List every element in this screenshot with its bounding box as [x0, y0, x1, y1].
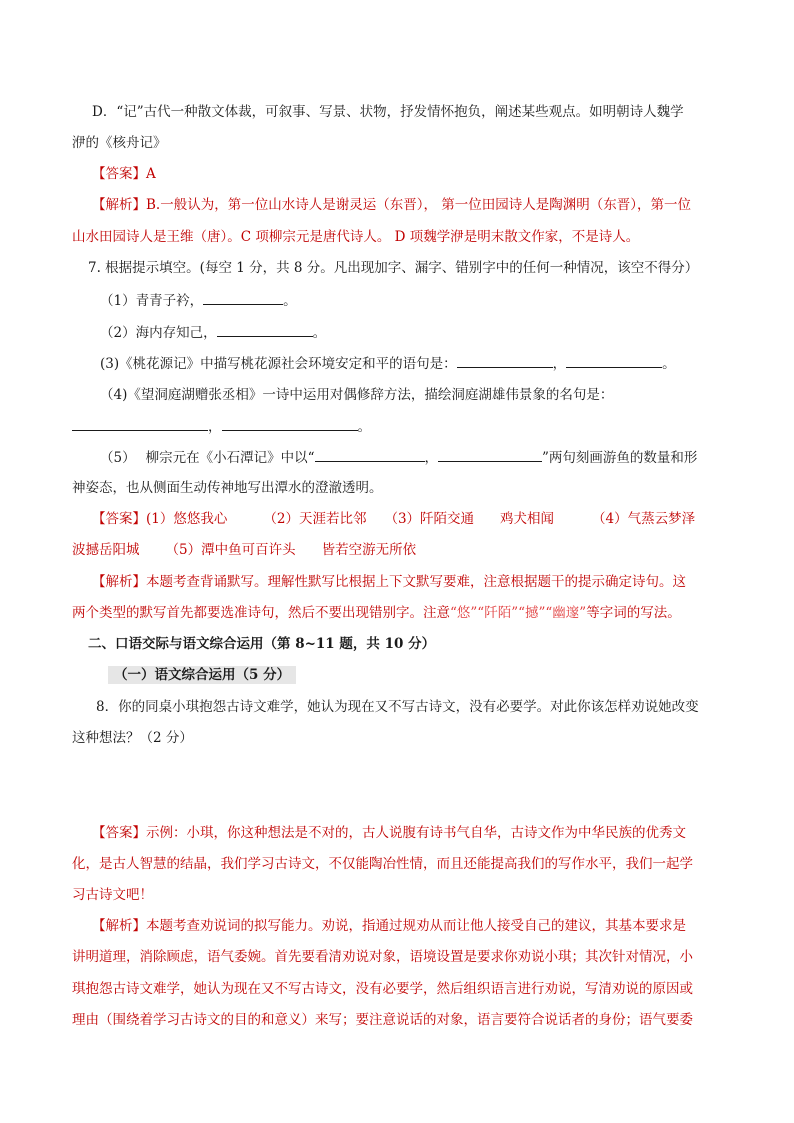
q8-explanation-line4: 理由（围绕着学习古诗文的目的和意义）来写；要注意说话的对象，语言要符合说话者的身份；语气要委: [72, 1012, 693, 1028]
fill-blank[interactable]: [315, 447, 425, 462]
q8-prompt-line1: 8．你的同桌小琪抱怨古诗文难学，她认为现在又不写古诗文，没有必要学。对此你该怎样劝说她改变: [96, 699, 699, 715]
punct: 。: [312, 325, 327, 341]
section-heading: 二、口语交际与语文综合运用（第 8~11 题，共 10 分）: [88, 636, 436, 652]
q7-item3-text: (3)《桃花源记》中描写桃花源社会环境安定和平的语句是：: [100, 356, 457, 372]
q7-prompt: 7. 根据提示填空。(每空 1 分，共 8 分。凡出现加字、漏字、错别字中的任何一种情况，该空不得分）: [88, 260, 699, 276]
answer-3: （3）阡陌交通: [384, 511, 475, 527]
q8-explanation-line1: [92, 916, 724, 936]
answer-1: (1）悠悠我心: [146, 511, 228, 527]
explanation-text: 本题考查劝说词的拟写能力。劝说，指通过规劝从而让他人接受自己的建议，其基本要求是: [146, 918, 686, 934]
explanation-text: 本题考查背诵默写。理解性默写比根据上下文默写要难，注意根据题干的提示确定诗句。这: [146, 574, 686, 590]
option-d-line1: D．“记”古代一种散文体裁，可叙事、写景、状物，抒发情怀抱负，阐述某些观点。如明朝诗人魏学: [92, 104, 684, 120]
punct: ，: [208, 419, 222, 435]
q7-item5-num: （5）: [100, 450, 136, 466]
fill-blank[interactable]: [438, 447, 542, 462]
q8-explanation-line2: 讲明道理，消除顾虑，语气委婉。首先要看清劝说对象，语境设置是要求你劝说小琪；其次针对情况，小: [72, 949, 693, 965]
q6-explanation-line1: [92, 195, 724, 215]
explanation-tag: 【解析】: [92, 918, 146, 934]
explanation-text: 两个类型的默写首先都要选准诗句，然后不要出现错别字。注意: [72, 605, 450, 621]
q7-explanation-line1: [92, 572, 724, 592]
q7-item1-text: （1）青青子衿，: [100, 293, 204, 309]
answer-tag: 【答案】: [92, 511, 146, 527]
q7-item3: [100, 353, 724, 374]
fill-blank[interactable]: [566, 353, 662, 368]
q7-item2-text: （2）海内存知己，: [100, 325, 217, 341]
fill-blank[interactable]: [217, 322, 313, 337]
answer-text: 示例：小琪，你这种想法是不对的，古人说腹有诗书气自华，古诗文作为中华民族的优秀文: [146, 825, 686, 841]
punct: ，: [424, 450, 438, 466]
sub-heading: （一）语文综合运用（5 分）: [108, 666, 296, 684]
q7-item4: （4)《望洞庭湖赠张丞相》一诗中运用对偶修辞方法，描绘洞庭湖雄伟景象的名句是：: [100, 387, 614, 403]
fill-blank[interactable]: [203, 290, 283, 305]
explanation-tag: 【解析】: [92, 574, 146, 590]
q7-answer-line2: [72, 540, 724, 560]
answer-5b: 皆若空游无所依: [321, 542, 417, 558]
q6-explanation-line2: 山水田园诗人是王维（唐）。C 项柳宗元是唐代诗人。 D 项魏学洢是明末散文作家，不是诗人。: [72, 229, 640, 245]
q7-item5-line2: 神姿态，也从侧面生动传神地写出潭水的澄澈透明。: [72, 480, 383, 496]
q8-prompt-line2: 这种想法？（2 分）: [72, 730, 193, 746]
q7-explanation-line2: [72, 603, 724, 623]
q8-answer-line1: [92, 823, 724, 843]
q7-item1: [100, 290, 724, 311]
q7-item5-text: 柳宗元在《小石潭记》中以“: [145, 450, 315, 466]
answer-text: A: [146, 166, 156, 182]
explanation-text: 等字词的写法。: [586, 605, 681, 621]
punct: ，: [552, 356, 567, 372]
highlighted-words: “悠”“阡陌”“撼”“幽邃”: [450, 605, 587, 621]
answer-4: （4）气蒸云梦泽: [592, 511, 696, 527]
fill-blank[interactable]: [457, 353, 553, 368]
q8-answer-line2: 化，是古人智慧的结晶，我们学习古诗文，不仅能陶冶性情，而且还能提高我们的写作水平，我们一起学: [72, 856, 693, 872]
punct: 。: [357, 419, 371, 435]
punct: 。: [283, 293, 297, 309]
q7-answer-line1: [92, 509, 724, 529]
explanation-text: B.一般认为，第一位山水诗人是谢灵运（东晋）， 第一位田园诗人是陶渊明（东晋），第一位: [146, 197, 692, 213]
fill-blank[interactable]: [222, 416, 358, 431]
q7-item2: [100, 322, 724, 343]
q6-answer: [92, 164, 724, 184]
answer-3b: 鸡犬相闻: [500, 511, 555, 527]
answer-4b: 波撼岳阳城: [72, 542, 140, 558]
q7-item5: [100, 447, 724, 468]
q8-answer-line3: 习古诗文吧！: [72, 887, 153, 903]
option-d-line2: 洢的《核舟记》: [72, 135, 167, 151]
answer-tag: 【答案】: [92, 166, 146, 182]
q8-explanation-line3: 琪抱怨古诗文难学，她认为现在又不写古诗文，没有必要学，然后组织语言进行劝说，写清劝说的原因或: [72, 981, 693, 997]
answer-tag: 【答案】: [92, 825, 146, 841]
q7-item5-after: ”两句刻画游鱼的数量和形: [542, 450, 698, 466]
explanation-tag: 【解析】: [92, 197, 146, 213]
fill-blank[interactable]: [72, 416, 208, 431]
punct: 。: [662, 356, 676, 372]
answer-5: （5）潭中鱼可百许头: [165, 542, 296, 558]
answer-2: （2）天涯若比邻: [263, 511, 367, 527]
sub-heading-line: [108, 665, 724, 685]
q7-item4-blanks: [72, 416, 724, 437]
